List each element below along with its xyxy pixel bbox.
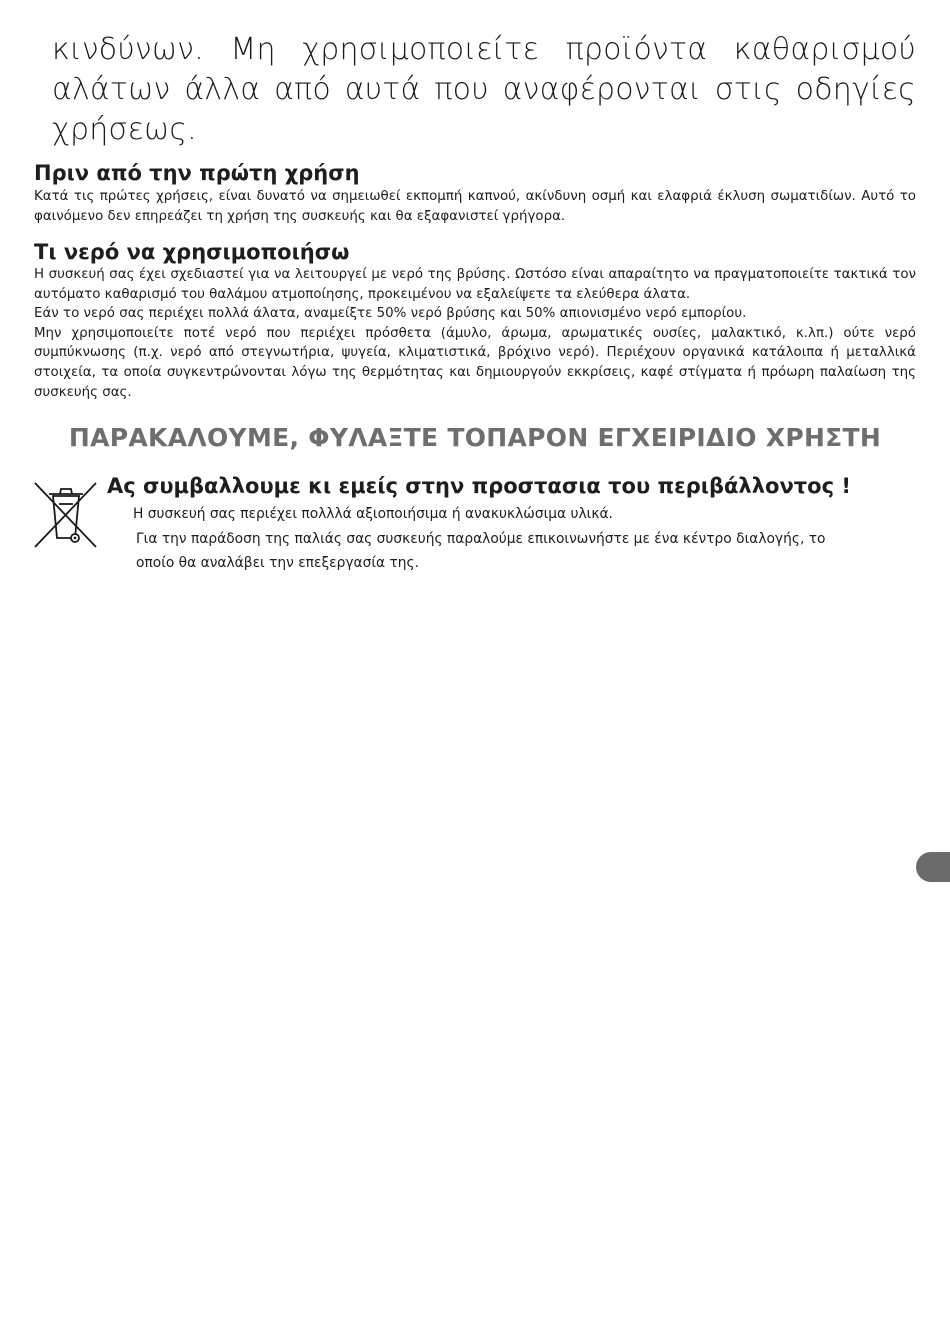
crossed-out-wheelie-bin-icon <box>33 480 99 550</box>
environment-line-1: Η συσκευή σας περιέχει πολλλά αξιοποιήσιμα ή ανακυκλώσιμα υλικά. <box>133 506 613 522</box>
environment-line-2: Για την παράδοση της παλιάς σας συσκευής παραλούμε επικοινωνήστε με ένα κέντρο διαλογής, το <box>136 531 826 547</box>
intro-paragraph: κινδύνων. Μη χρησιμοποιείτε προϊόντα καθαρισμού αλάτων άλλα από αυτά που αναφέρονται στις οδηγίες χρήσεως. <box>52 32 916 147</box>
paragraph-first-use <box>34 187 916 226</box>
water-text-1: Η συσκευή σας έχει σχεδιαστεί για να λειτουργεί με νερό της βρύσης. Ωστόσο είναι απαραίτητο να πραγματοποιείτε τακτικά τον αυτόματο καθαρισμό του θαλάμου ατμοποίησης, προκειμένου να εξαλείψετε τα ελεύθερα άλατα. <box>34 267 916 302</box>
first-use-text: Κατά τις πρώτες χρήσεις, είναι δυνατό να σημειωθεί εκπομπή καπνού, ακίνδυνη οσμή και ελαφριά έκλυση σωματιδίων. Αυτό το φαινόμενο δεν επηρεάζει τη χρήση της συσκευής και θα εξαφανιστεί γρήγορα. <box>34 189 916 224</box>
keep-manual-banner: ΠΑΡΑΚΑΛΟΥΜΕ, ΦΥΛΑΞΤΕ ΤΟΠΑΡΟΝ ΕΓΧΕΙΡΙΔΙΟ ΧΡΗΣΤΗ <box>68 423 882 452</box>
water-text-2: Εάν το νερό σας περιέχει πολλά άλατα, αναμείξτε 50% νερό βρύσης και 50% απιονισμένο νερό εμπορίου. <box>34 306 747 322</box>
page-tab-marker <box>916 852 950 882</box>
environment-line-3: οποίο θα αναλάβει την επεξεργασία της. <box>136 555 420 571</box>
environment-heading: Ας συμβαλλουμε κι εμείς στην προστασια του περιβάλλοντος ! <box>107 474 851 498</box>
heading-water: Τι νερό να χρησιμοποιήσω <box>34 240 350 264</box>
water-text-3: Μην χρησιμοποιείτε ποτέ νερό που περιέχει πρόσθετα (άμυλο, άρωμα, αρωματικές ουσίες, μαλακτικό, κ.λπ.) ούτε νερό συμπύκνωσης (π.χ. νερό από στεγνωτήρια, ψυγεία, κλιματιστικά, βρόχινο νερό). Περιέχουν οργανικά κατάλοιπα ή μεταλλικά στοιχεία, τα οποία συγκεντρώνονται λόγω της θερμότητας και δημιουργούν εκκρίσεις, καφέ στίγματα ή πρόωρη παλαίωση της συσκευής σας. <box>34 325 916 400</box>
heading-first-use: Πριν από την πρώτη χρήση <box>34 161 360 185</box>
paragraph-water <box>34 265 916 402</box>
